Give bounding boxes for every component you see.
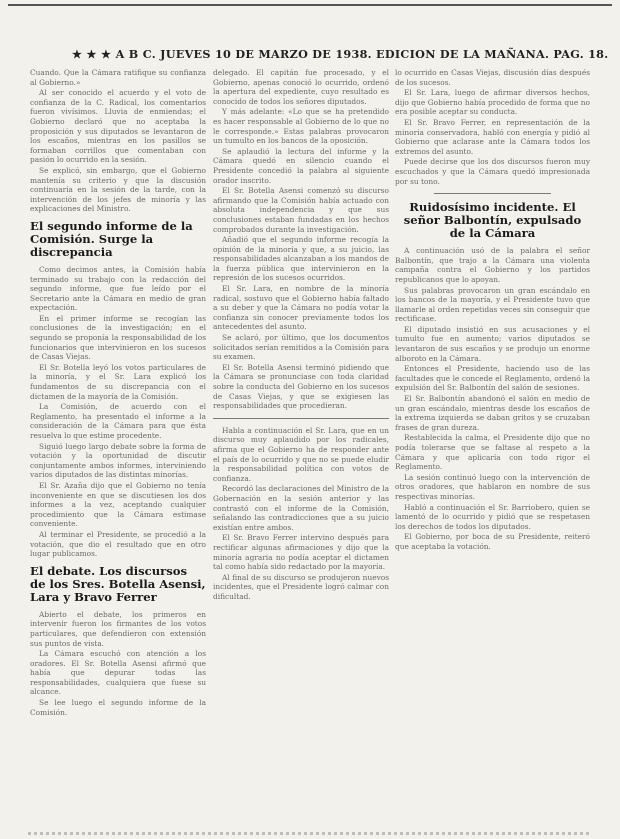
- article-paragraph: Recordó las declaraciones del Ministro de la Gobernación en la sesión anterior y las contrastó con el informe de la Comisión, señalando las contradicciones que a su juicio existían entre ambos.: [213, 484, 389, 532]
- article-paragraph: Cuando. Que la Cámara ratifique su confianza al Gobierno.»: [30, 68, 206, 87]
- column-2: [213, 68, 389, 827]
- article-paragraph: El diputado insistió en sus acusaciones y el tumulto fue en aumento; varios diputados se levantaron de sus escaños y se produjo un enorme alboroto en la Cámara.: [395, 324, 590, 363]
- article-paragraph: Al ser conocido el acuerdo y el voto de confianza de la C. Radical, los comentarios fueron vivísimos. Lluvia de enmiendas; el Gobierno declaró que no aceptaba la proposición y sus diputados se levantaron de los escaños, mientras en los pasillos se formaban corrillos que comentaban con pasión lo ocurrido en la sesión.: [30, 88, 206, 165]
- article-paragraph: lo ocurrido en Casas Viejas, discusión días después de los sucesos.: [395, 68, 590, 87]
- article-paragraph: El Sr. Balbontín abandonó el salón en medio de un gran escándalo, mientras desde los escaños de la extrema izquierda se daban gritos y se cruzaban frases de gran dureza.: [395, 394, 590, 432]
- article-paragraph: El Sr. Botella leyó los votos particulares de la minoría, y el Sr. Lara explicó los fundamentos de su discrepancia con el dictamen de la mayoría de la Comisión.: [30, 362, 206, 401]
- section-headline: El debate. Los discursos de los Sres. Botella Asensi, Lara y Bravo Ferrer: [30, 563, 206, 604]
- article-paragraph: La sesión continuó luego con la intervención de otros oradores, que hablaron en nombre de sus respectivas minorías.: [395, 472, 590, 501]
- article-paragraph: delegado. El capitán fue procesado, y el Gobierno, apenas conoció lo ocurrido, ordenó la apertura del expediente, cuyo resultado es conocido de todos los señores diputados.: [213, 68, 389, 106]
- article-paragraph: El Sr. Azaña dijo que el Gobierno no tenía inconveniente en que se discutiesen los dos informes a la vez, aceptando cualquier procedimiento que la Cámara estimase conveniente.: [30, 480, 206, 529]
- article-paragraph: El Sr. Lara, en nombre de la minoría radical, sostuvo que el Gobierno había faltado a su deber y que la Cámara no podía votar la confianza sin conocer previamente todos los antecedentes del asunto.: [213, 284, 389, 332]
- article-paragraph: Sus palabras provocaron un gran escándalo en los bancos de la mayoría, y el Presidente tuvo que llamarle al orden repetidas veces sin conseguir que rectificase.: [395, 285, 590, 324]
- article-paragraph: Al final de su discurso se produjeron nuevos incidentes, que el Presidente logró calmar con dificultad.: [213, 572, 389, 601]
- top-rule: [8, 4, 612, 6]
- article-paragraph: El Sr. Botella Asensi comenzó su discurso afirmando que la Comisión había actuado con absoluta independencia y que sus conclusiones estaban fundadas en los hechos comprobados durante la investigación.: [213, 186, 389, 234]
- article-paragraph: Se aplaudió la lectura del informe y la Cámara quedó en silencio cuando el Presidente concedió la palabra al siguiente orador inscrito.: [213, 146, 389, 185]
- article-paragraph: La Cámara escuchó con atención a los oradores. El Sr. Botella Asensi afirmó que había que depurar todas las responsabilidades, cualquiera que fuese su alcance.: [30, 649, 206, 697]
- page-header: ★ ★ ★ A B C. JUEVES 10 DE MARZO DE 1938. EDICION DE LA MAÑANA. PAG. 18.: [72, 47, 609, 61]
- section-headline: Ruidosísimo incidente. El señor Balbontín, expulsado de la Cámara: [403, 200, 582, 241]
- article-paragraph: Añadió que el segundo informe recogía la opinión de la minoría y que, a su juicio, las responsabilidades alcanzaban a los mandos de la fuerza pública que intervinieron en la represión de los sucesos ocurridos.: [213, 235, 389, 283]
- article-paragraph: Siguió luego largo debate sobre la forma de votación y la oportunidad de discutir conjuntamente ambos informes, interviniendo varios diputados de las distintas minorías.: [30, 441, 206, 480]
- article-paragraph: Se lee luego el segundo informe de la Comisión.: [30, 698, 206, 717]
- column-3: [395, 68, 590, 827]
- article-paragraph: Restablecida la calma, el Presidente dijo que no podía tolerarse que se faltase al respeto a la Cámara y que aplicaría con todo rigor el Reglamento.: [395, 433, 590, 472]
- article-paragraph: El Sr. Bravo Ferrer, en representación de la minoría conservadora, habló con energía y pidió al Gobierno que aclarase ante la Cámara todos los extremos del asunto.: [395, 117, 590, 156]
- article-paragraph: El Sr. Bravo Ferrer intervino después para rectificar algunas afirmaciones y dijo que la minoría agraria no podía aceptar el dictamen tal como había sido redactado por la mayoría.: [213, 533, 389, 572]
- article-paragraph: Se explicó, sin embargo, que el Gobierno mantenía su criterio y que la discusión continuaría en la sesión de la tarde, con la intervención de los jefes de minoría y las explicaciones del Ministro.: [30, 165, 206, 214]
- section-divider: [213, 418, 389, 419]
- article-paragraph: Entonces el Presidente, haciendo uso de las facultades que le concede el Reglamento, ordenó la expulsión del Sr. Balbontín del salón de sesiones.: [395, 364, 590, 393]
- bottom-print-strip: [28, 832, 592, 835]
- article-paragraph: Se aclaró, por último, que los documentos solicitados serían remitidos a la Comisión para su examen.: [213, 333, 389, 362]
- article-paragraph: En el primer informe se recogían las conclusiones de la investigación; en el segundo se proponía la responsabilidad de los funcionarios que intervinieron en los sucesos de Casas Viejas.: [30, 313, 206, 362]
- article-paragraph: Abierto el debate, los primeros en intervenir fueron los firmantes de los votos particulares, que defendieron con extensión sus puntos de vista.: [30, 609, 206, 648]
- article-paragraph: Habló a continuación el Sr. Barriobero, quien se lamentó de lo ocurrido y pidió que se respetasen los derechos de todos los diputados.: [395, 502, 590, 531]
- article-paragraph: A continuación usó de la palabra el señor Balbontín, que trajo a la Cámara una violenta campaña contra el Gobierno y los partidos republicanos que lo apoyan.: [395, 246, 590, 284]
- article-paragraph: Y más adelante: «Lo que se ha pretendido es hacer responsable al Gobierno de lo que no le corresponde.» Estas palabras provocaron un tumulto en los bancos de la oposición.: [213, 107, 389, 146]
- article-paragraph: Puede decirse que los dos discursos fueron muy escuchados y que la Cámara quedó impresionada por su tono.: [395, 157, 590, 186]
- section-divider: [434, 193, 551, 194]
- article-paragraph: El Sr. Lara, luego de afirmar diversos hechos, dijo que Gobierno había procedido de forma que no era posible aceptar su conducta.: [395, 88, 590, 117]
- article-paragraph: Al terminar el Presidente, se procedió a la votación, que dio el resultado que en otro lugar publicamos.: [30, 529, 206, 559]
- column-1: [30, 68, 206, 827]
- article-paragraph: La Comisión, de acuerdo con el Reglamento, ha presentado el informe a la consideración de la Cámara para que ésta resuelva lo que estime procedente.: [30, 402, 206, 440]
- article-paragraph: Como decimos antes, la Comisión había terminado su trabajo con la redacción del segundo informe, que fue leído por el Secretario ante la Cámara en medio de gran expectación.: [30, 264, 206, 313]
- article-paragraph: El Sr. Botella Asensi terminó pidiendo que la Cámara se pronunciase con toda claridad sobre la conducta del Gobierno en los sucesos de Casas Viejas, y que se exigiesen las responsabilidades que procedieran.: [213, 362, 389, 411]
- article-paragraph: Habla a continuación el Sr. Lara, que en un discurso muy aplaudido por los radicales, afirma que el Gobierno ha de responder ante el país de lo ocurrido y que no se puede eludir la responsabilidad política con votos de confianza.: [213, 425, 389, 483]
- section-headline: El segundo informe de la Comisión. Surge la discrepancia: [30, 218, 193, 259]
- article-paragraph: El Gobierno, por boca de su Presidente, reiteró que aceptaba la votación.: [395, 532, 590, 551]
